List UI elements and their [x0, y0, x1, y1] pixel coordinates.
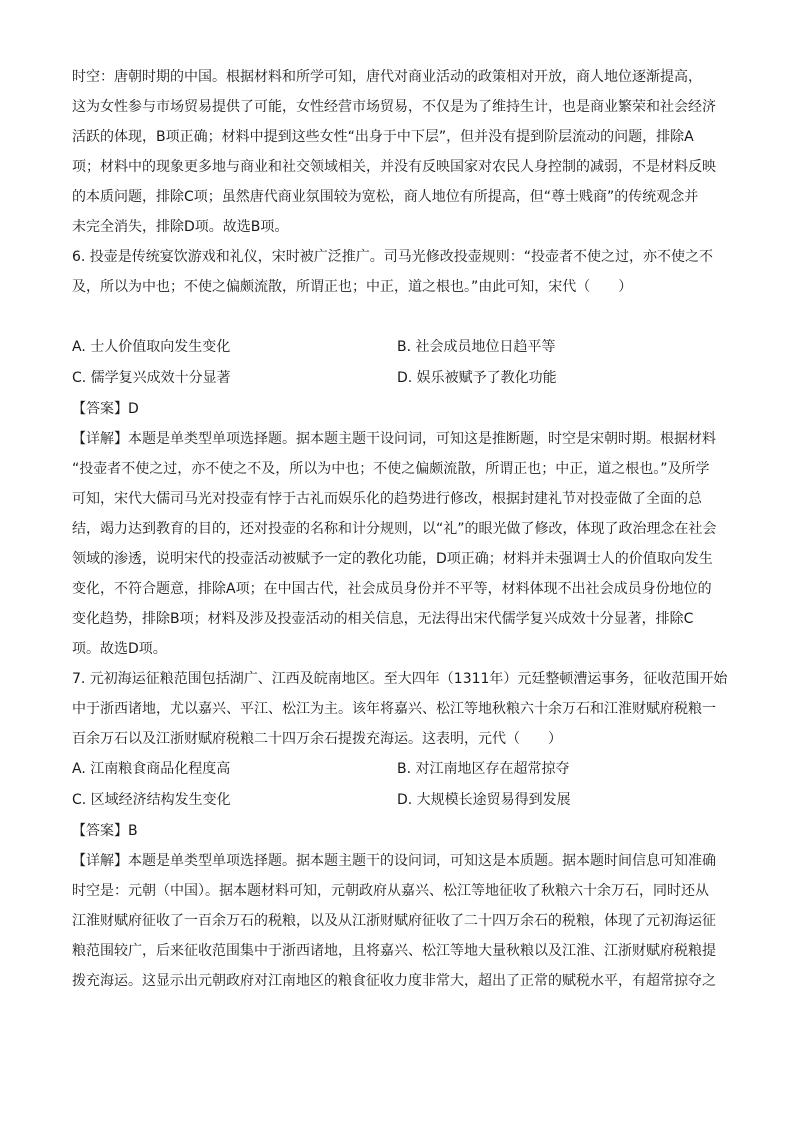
text-line: 变化趋势，排除B项；材料及涉及投壶活动的相关信息，无法得出宋代儒学复兴成效十分显著，排除C — [72, 611, 694, 627]
text-line: 江淮财赋府征收了一百余万石的税粮，以及从江浙财赋府征收了二十四万余石的税粮，体现了元初海运征 — [72, 913, 716, 929]
options-row — [72, 332, 724, 363]
option-b: B. 社会成员地位日趋平等 — [397, 339, 556, 355]
text-line: “投壶者不使之过，亦不使之不及，所以为中也；不使之偏颇流散，所谓正也；中正，道之根也。”及所学 — [72, 461, 710, 477]
options-row — [72, 363, 724, 394]
option-d: D. 娱乐被赋予了教化功能 — [397, 370, 557, 386]
text-line: 百余万石以及江浙财赋府税粮二十四万余石提拨充海运。这表明，元代（ ） — [72, 731, 562, 747]
answer-value: B — [128, 823, 138, 839]
detail-explanation — [72, 424, 724, 664]
option-b: B. 对江南地区存在超常掠夺 — [397, 761, 570, 777]
text-line: 项；材料中的现象更多地与商业和社交领域相关，并没有反映国家对农民人身控制的减弱，不是材料反映 — [72, 159, 716, 175]
text-line: 拨充海运。这显示出元朝政府对江南地区的粮食征收力度非常大，超出了正常的赋税水平，有超常掠夺之 — [72, 973, 716, 989]
text-line: 7. 元初海运征粮范围包括湖广、江西及皖南地区。至大四年（1311年）元廷整顿漕运事务，征收范围开始 — [72, 671, 728, 687]
text-line: 时空：唐朝时期的中国。根据材料和所学可知，唐代对商业活动的政策相对开放，商人地位逐渐提高， — [72, 69, 702, 85]
option-c: C. 儒学复兴成效十分显著 — [72, 370, 231, 386]
question-7 — [72, 664, 728, 996]
option-d: D. 大规模长途贸易得到发展 — [397, 792, 571, 808]
option-c: C. 区域经济结构发生变化 — [72, 792, 231, 808]
answer-label: 【答案】 — [72, 401, 128, 417]
text-line: 6. 投壶是传统宴饮游戏和礼仪，宋时被广泛推广。司马光修改投壶规则：“投壶者不使之过，亦不使之不 — [72, 249, 714, 265]
text-line: 未完全消失，排除D项。故选B项。 — [72, 219, 289, 235]
document-page — [72, 62, 728, 996]
question-stem — [72, 664, 728, 754]
option-a: A. 士人价值取向发生变化 — [72, 339, 231, 355]
options-row — [72, 785, 724, 816]
text-line: 【详解】本题是单类型单项选择题。据本题主题干设问词，可知这是推断题，时空是宋朝时期。根据材料 — [72, 431, 716, 447]
text-line: 中于浙西诸地，尤以嘉兴、平江、松江为主。该年将嘉兴、松江等地秋粮六十余万石和江淮财赋府税粮一 — [72, 701, 716, 717]
spacer — [72, 302, 724, 332]
options-row — [72, 754, 724, 785]
text-line: 粮范围较广，后来征收范围集中于浙西诸地，且将嘉兴、松江等地大量秋粮以及江淮、江浙财赋府税粮提 — [72, 943, 716, 959]
answer-line — [72, 394, 724, 424]
question-stem — [72, 242, 724, 302]
detail-explanation — [72, 846, 724, 996]
text-line: 领域的渗透，说明宋代的投壶活动被赋予一定的教化功能，D项正确；材料并未强调士人的价值取向发生 — [72, 551, 713, 567]
text-line: 【详解】本题是单类型单项选择题。据本题主题干的设问词，可知这是本质题。据本题时间信息可知准确 — [72, 853, 716, 869]
text-line: 结，竭力达到教育的目的，还对投壶的名称和计分规则，以“礼”的眼光做了修改，体现了政治理念在社会 — [72, 521, 717, 537]
option-a: A. 江南粮食商品化程度高 — [72, 761, 231, 777]
text-line: 变化，不符合题意，排除A项；在中国古代，社会成员身份并不平等，材料体现不出社会成员身份地位的 — [72, 581, 712, 597]
text-line: 的本质问题，排除C项；虽然唐代商业氛围较为宽松，商人地位有所提高，但“尊士贱商”的传统观念并 — [72, 189, 699, 205]
text-line: 及，所以为中也；不使之偏颇流散，所谓正也；中正，道之根也。”由此可知，宋代（ ） — [72, 279, 633, 295]
answer-value: D — [128, 401, 139, 417]
question-6 — [72, 242, 724, 664]
text-line: 时空是：元朝（中国）。据本题材料可知，元朝政府从嘉兴、松江等地征收了秋粮六十余万石，同时还从 — [72, 883, 709, 899]
text-line: 活跃的体现，B项正确；材料中提到这些女性“出身于中下层”，但并没有提到阶层流动的问题，排除A — [72, 129, 694, 145]
text-line: 这为女性参与市场贸易提供了可能，女性经营市场贸易，不仅是为了维持生计，也是商业繁荣和社会经济 — [72, 99, 716, 115]
answer-label: 【答案】 — [72, 823, 128, 839]
question-5-explanation-tail — [72, 62, 724, 242]
text-line: 可知，宋代大儒司马光对投壶有悖于古礼而娱乐化的趋势进行修改，根据封建礼节对投壶做了全面的总 — [72, 491, 702, 507]
answer-line — [72, 816, 724, 846]
text-line: 项。故选D项。 — [72, 641, 167, 657]
